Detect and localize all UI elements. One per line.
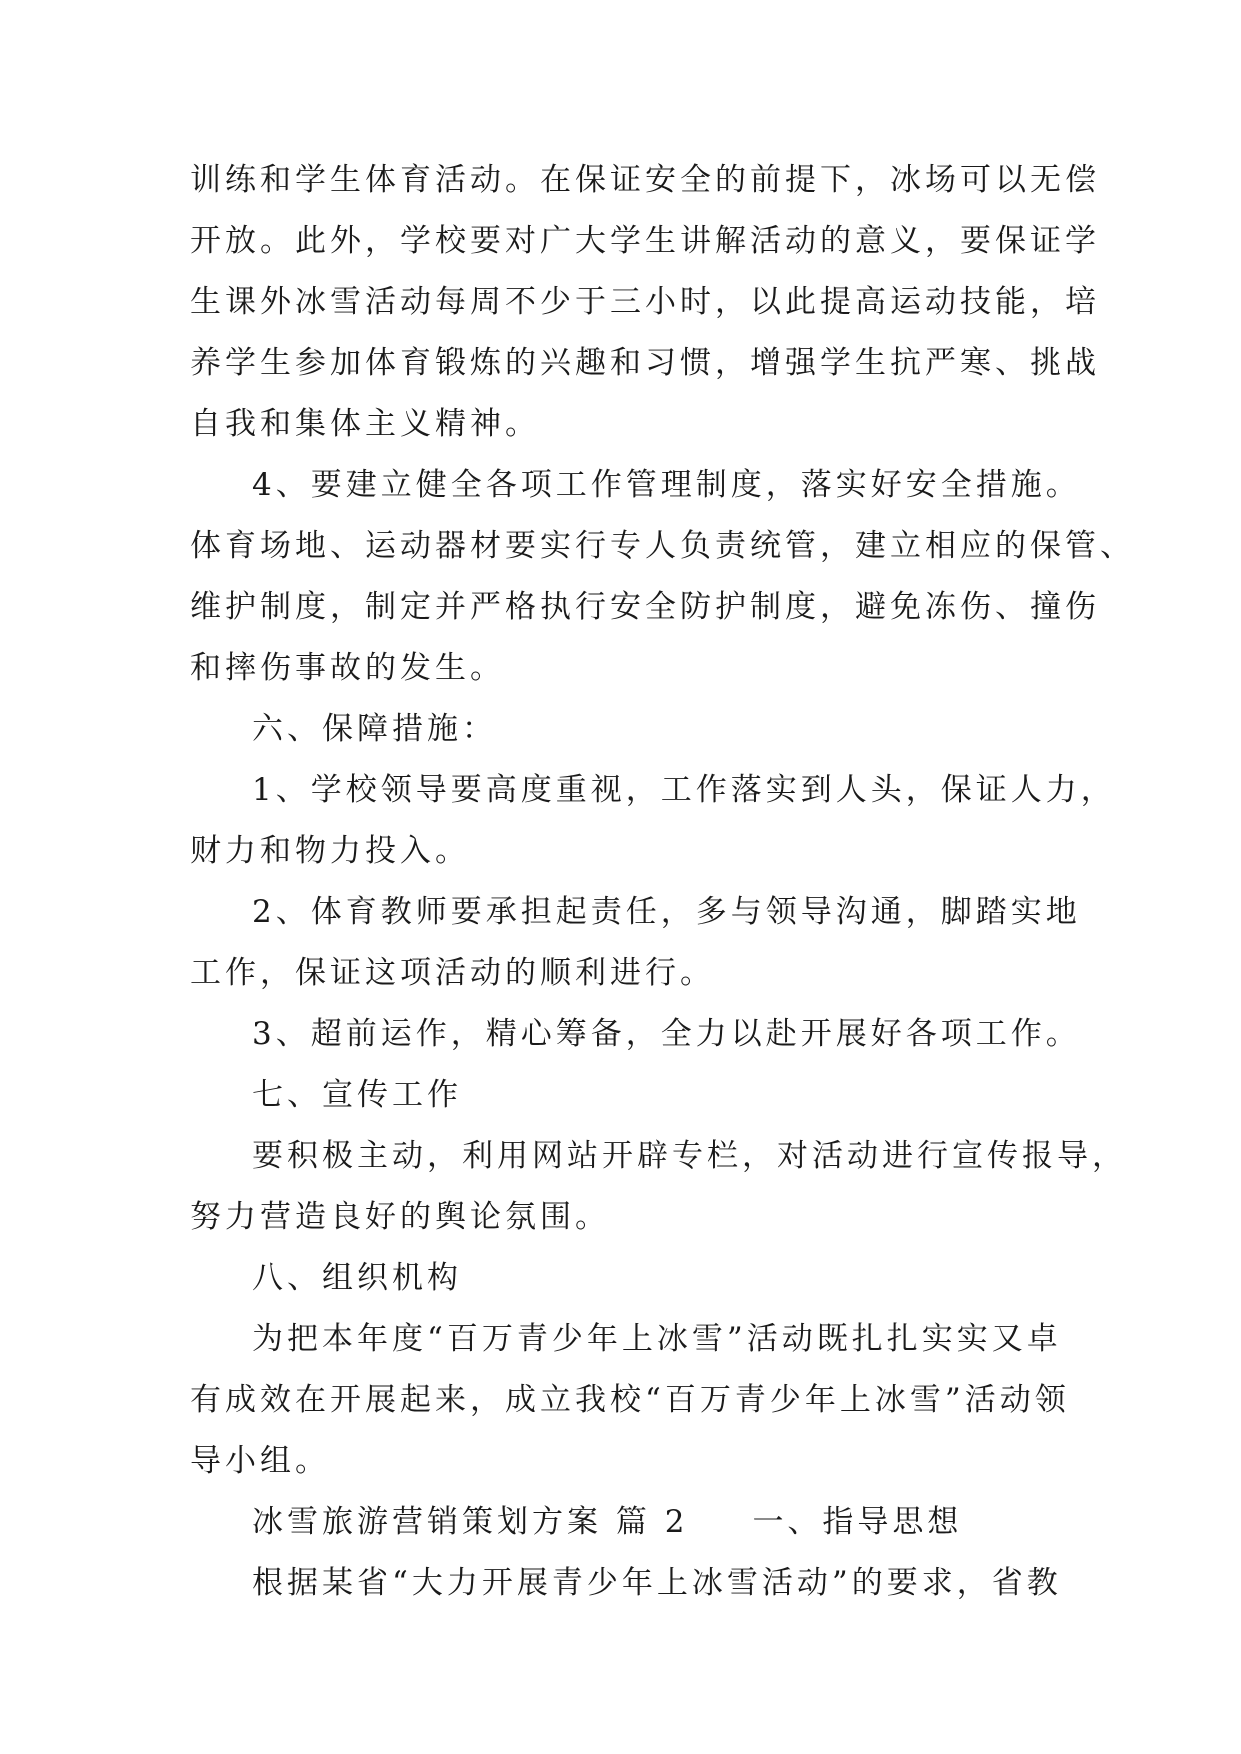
paragraph-start-line: 1、学校领导要高度重视，工作落实到人头，保证人力， <box>252 772 1116 808</box>
body-line: 体育场地、运动器材要实行专人负责统管，建立相应的保管、 <box>190 528 1135 564</box>
body-line: 训练和学生体育活动。在保证安全的前提下，冰场可以无偿 <box>190 162 1100 198</box>
article-part: 篇 2 <box>615 1504 689 1540</box>
paragraph-start-line: 4、要建立健全各项工作管理制度，落实好安全措施。 <box>252 467 1081 503</box>
body-line: 自我和集体主义精神。 <box>190 406 540 442</box>
body-line: 和摔伤事故的发生。 <box>190 650 505 686</box>
body-line: 生课外冰雪活动每周不少于三小时，以此提高运动技能，培 <box>190 284 1100 320</box>
body-line: 养学生参加体育锻炼的兴趣和习惯，增强学生抗严寒、挑战 <box>190 345 1100 381</box>
section-heading: 七、宣传工作 <box>252 1077 462 1113</box>
document-body <box>190 150 1135 1614</box>
section-heading: 八、组织机构 <box>252 1260 462 1296</box>
body-line: 维护制度，制定并严格执行安全防护制度，避免冻伤、撞伤 <box>190 589 1100 625</box>
body-line: 开放。此外，学校要对广大学生讲解活动的意义，要保证学 <box>190 223 1100 259</box>
paragraph-start-line: 为把本年度“百万青少年上冰雪”活动既扎扎实实又卓 <box>252 1321 1062 1357</box>
paragraph-start-line: 根据某省“大力开展青少年上冰雪活动”的要求，省教 <box>252 1565 1062 1601</box>
body-line: 财力和物力投入。 <box>190 833 470 869</box>
paragraph-start-line: 3、超前运作，精心筹备，全力以赴开展好各项工作。 <box>252 1016 1081 1052</box>
section-heading: 六、保障措施： <box>252 711 497 747</box>
paragraph-start-line: 2、体育教师要承担起责任，多与领导沟通，脚踏实地 <box>252 894 1081 930</box>
body-line: 工作，保证这项活动的顺利进行。 <box>190 955 715 991</box>
body-line: 有成效在开展起来，成立我校“百万青少年上冰雪”活动领 <box>190 1382 1070 1418</box>
article-title: 冰雪旅游营销策划方案 <box>252 1504 602 1540</box>
paragraph-start-line: 要积极主动，利用网站开辟专栏，对活动进行宣传报导， <box>252 1138 1127 1174</box>
body-line: 导小组。 <box>190 1443 330 1479</box>
article-heading-line <box>190 1492 1060 1553</box>
body-line: 努力营造良好的舆论氛围。 <box>190 1199 610 1235</box>
article-section-heading: 一、指导思想 <box>752 1504 963 1540</box>
